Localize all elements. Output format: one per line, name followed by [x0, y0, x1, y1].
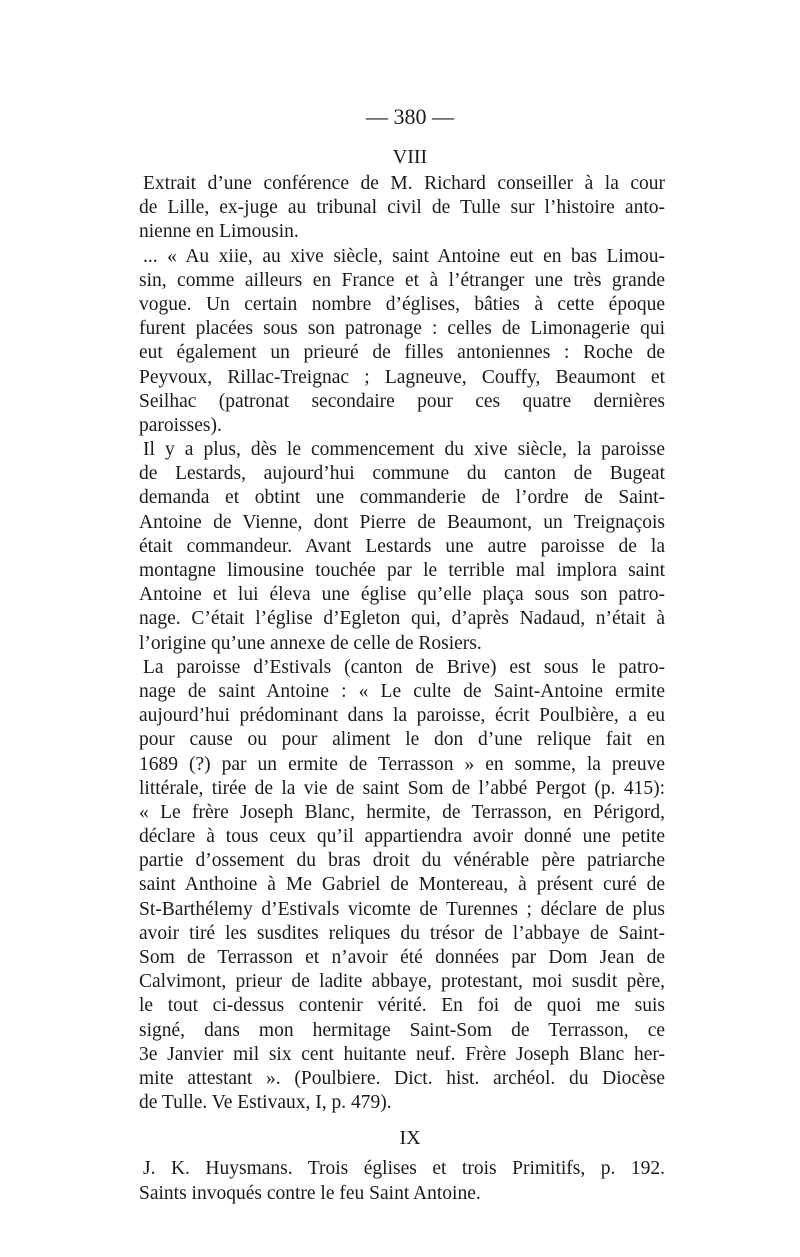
text-line: partie d’ossement du bras droit du vénérable père patriarche [139, 850, 665, 872]
text-line: l’origine qu’une annexe de celle de Rosiers. [139, 632, 482, 654]
text-line: Calvimont, prieur de ladite abbaye, protestant, moi susdit père, [139, 971, 665, 993]
text-line: 3e Janvier mil six cent huitante neuf. Frère Joseph Blanc her- [139, 1043, 665, 1065]
section-viii [139, 142, 665, 1115]
paragraph [139, 172, 665, 245]
text-line: St-Barthélemy d’Estivals vicomte de Turennes ; déclare de plus [139, 898, 665, 920]
text-line: Antoine de Vienne, dont Pierre de Beaumont, un Treignaçois [139, 511, 665, 533]
paragraph [139, 438, 665, 656]
text-line: de Tulle. Ve Estivaux, I, p. 479). [139, 1092, 392, 1114]
text-line: Seilhac (patronat secondaire pour ces quatre dernières [139, 390, 665, 412]
text-line: déclare à tous ceux qu’il appartiendra avoir donné une petite [139, 826, 665, 848]
text-line: 1689 (?) par un ermite de Terrasson » en somme, la preuve [139, 753, 665, 775]
text-line: Il y a plus, dès le commencement du xive siècle, la paroisse [143, 439, 665, 461]
text-line: Extrait d’une conférence de M. Richard conseiller à la cour [143, 173, 665, 194]
text-line: eut également un prieuré de filles antoniennes : Roche de [139, 342, 665, 364]
text-line: « Le frère Joseph Blanc, hermite, de Terrasson, en Périgord, [139, 801, 665, 823]
section-heading: IX [399, 1127, 421, 1150]
section-ix [139, 1123, 665, 1205]
text-line: ... « Au xiie, au xive siècle, saint Antoine eut en bas Limou- [143, 245, 665, 267]
text-line: demanda et obtint une commanderie de l’ordre de Saint- [139, 487, 665, 509]
text-line: La paroisse d’Estivals (canton de Brive) est sous le patro- [143, 656, 665, 678]
text-line: saint Anthoine à Me Gabriel de Montereau, à présent curé de [139, 874, 665, 896]
text-line: littérale, tirée de la vie de saint Som de l’abbé Pergot (p. 415): [139, 777, 665, 799]
text-line: paroisses). [139, 414, 222, 436]
text-line: était commandeur. Avant Lestards une autre paroisse de la [139, 535, 665, 557]
text-line: de Lille, ex-juge au tribunal civil de Tulle sur l’histoire anto- [139, 197, 665, 219]
text-line: signé, dans mon hermitage Saint-Som de Terrasson, ce [139, 1019, 665, 1041]
text-line: avoir tiré les susdites reliques du trésor de l’abbaye de Saint- [139, 922, 665, 944]
paragraph [139, 245, 665, 439]
text-line: Peyvoux, Rillac-Treignac ; Lagneuve, Couffy, Beaumont et [139, 366, 665, 388]
page-number: — 380 — [366, 104, 454, 129]
text-line: mite attestant ». (Poulbiere. Dict. hist. archéol. du Diocèse [139, 1067, 665, 1089]
text-line: Antoine et lui éleva une église qu’elle plaça sous son patro- [139, 584, 665, 606]
document-page [139, 100, 665, 1206]
text-line: aujourd’hui prédominant dans la paroisse, écrit Poulbière, a eu [139, 705, 665, 727]
text-line: montagne limousine touchée par le terrible mal implora saint [139, 560, 665, 581]
text-line: nage de saint Antoine : « Le culte de Saint-Antoine ermite [139, 680, 665, 702]
text-line: de Lestards, aujourd’hui commune du canton de Bugeat [139, 463, 665, 485]
text-line: nienne en Limousin. [139, 221, 299, 243]
text-line: nage. C’était l’église d’Egleton qui, d’après Nadaud, n’était à [139, 608, 665, 630]
text-line: J. K. Huysmans. Trois églises et trois Primitifs, p. 192. [143, 1158, 665, 1180]
section-heading: VIII [392, 146, 428, 168]
text-line: Som de Terrasson et n’avoir été données par Dom Jean de [139, 947, 665, 968]
text-line: Saints invoqués contre le feu Saint Antoine. [139, 1182, 481, 1204]
text-line: le tout ci-dessus contenir vérité. En foi de quoi me suis [139, 995, 665, 1017]
paragraph [139, 656, 665, 1116]
text-line: sin, comme ailleurs en France et à l’étranger une très grande [139, 269, 665, 291]
text-line: pour cause ou pour aliment le don d’une relique fait en [139, 729, 665, 751]
paragraph [139, 1157, 665, 1205]
text-line: vogue. Un certain nombre d’églises, bâties à cette époque [139, 293, 665, 315]
text-line: furent placées sous son patronage : celles de Limonagerie qui [139, 318, 665, 340]
